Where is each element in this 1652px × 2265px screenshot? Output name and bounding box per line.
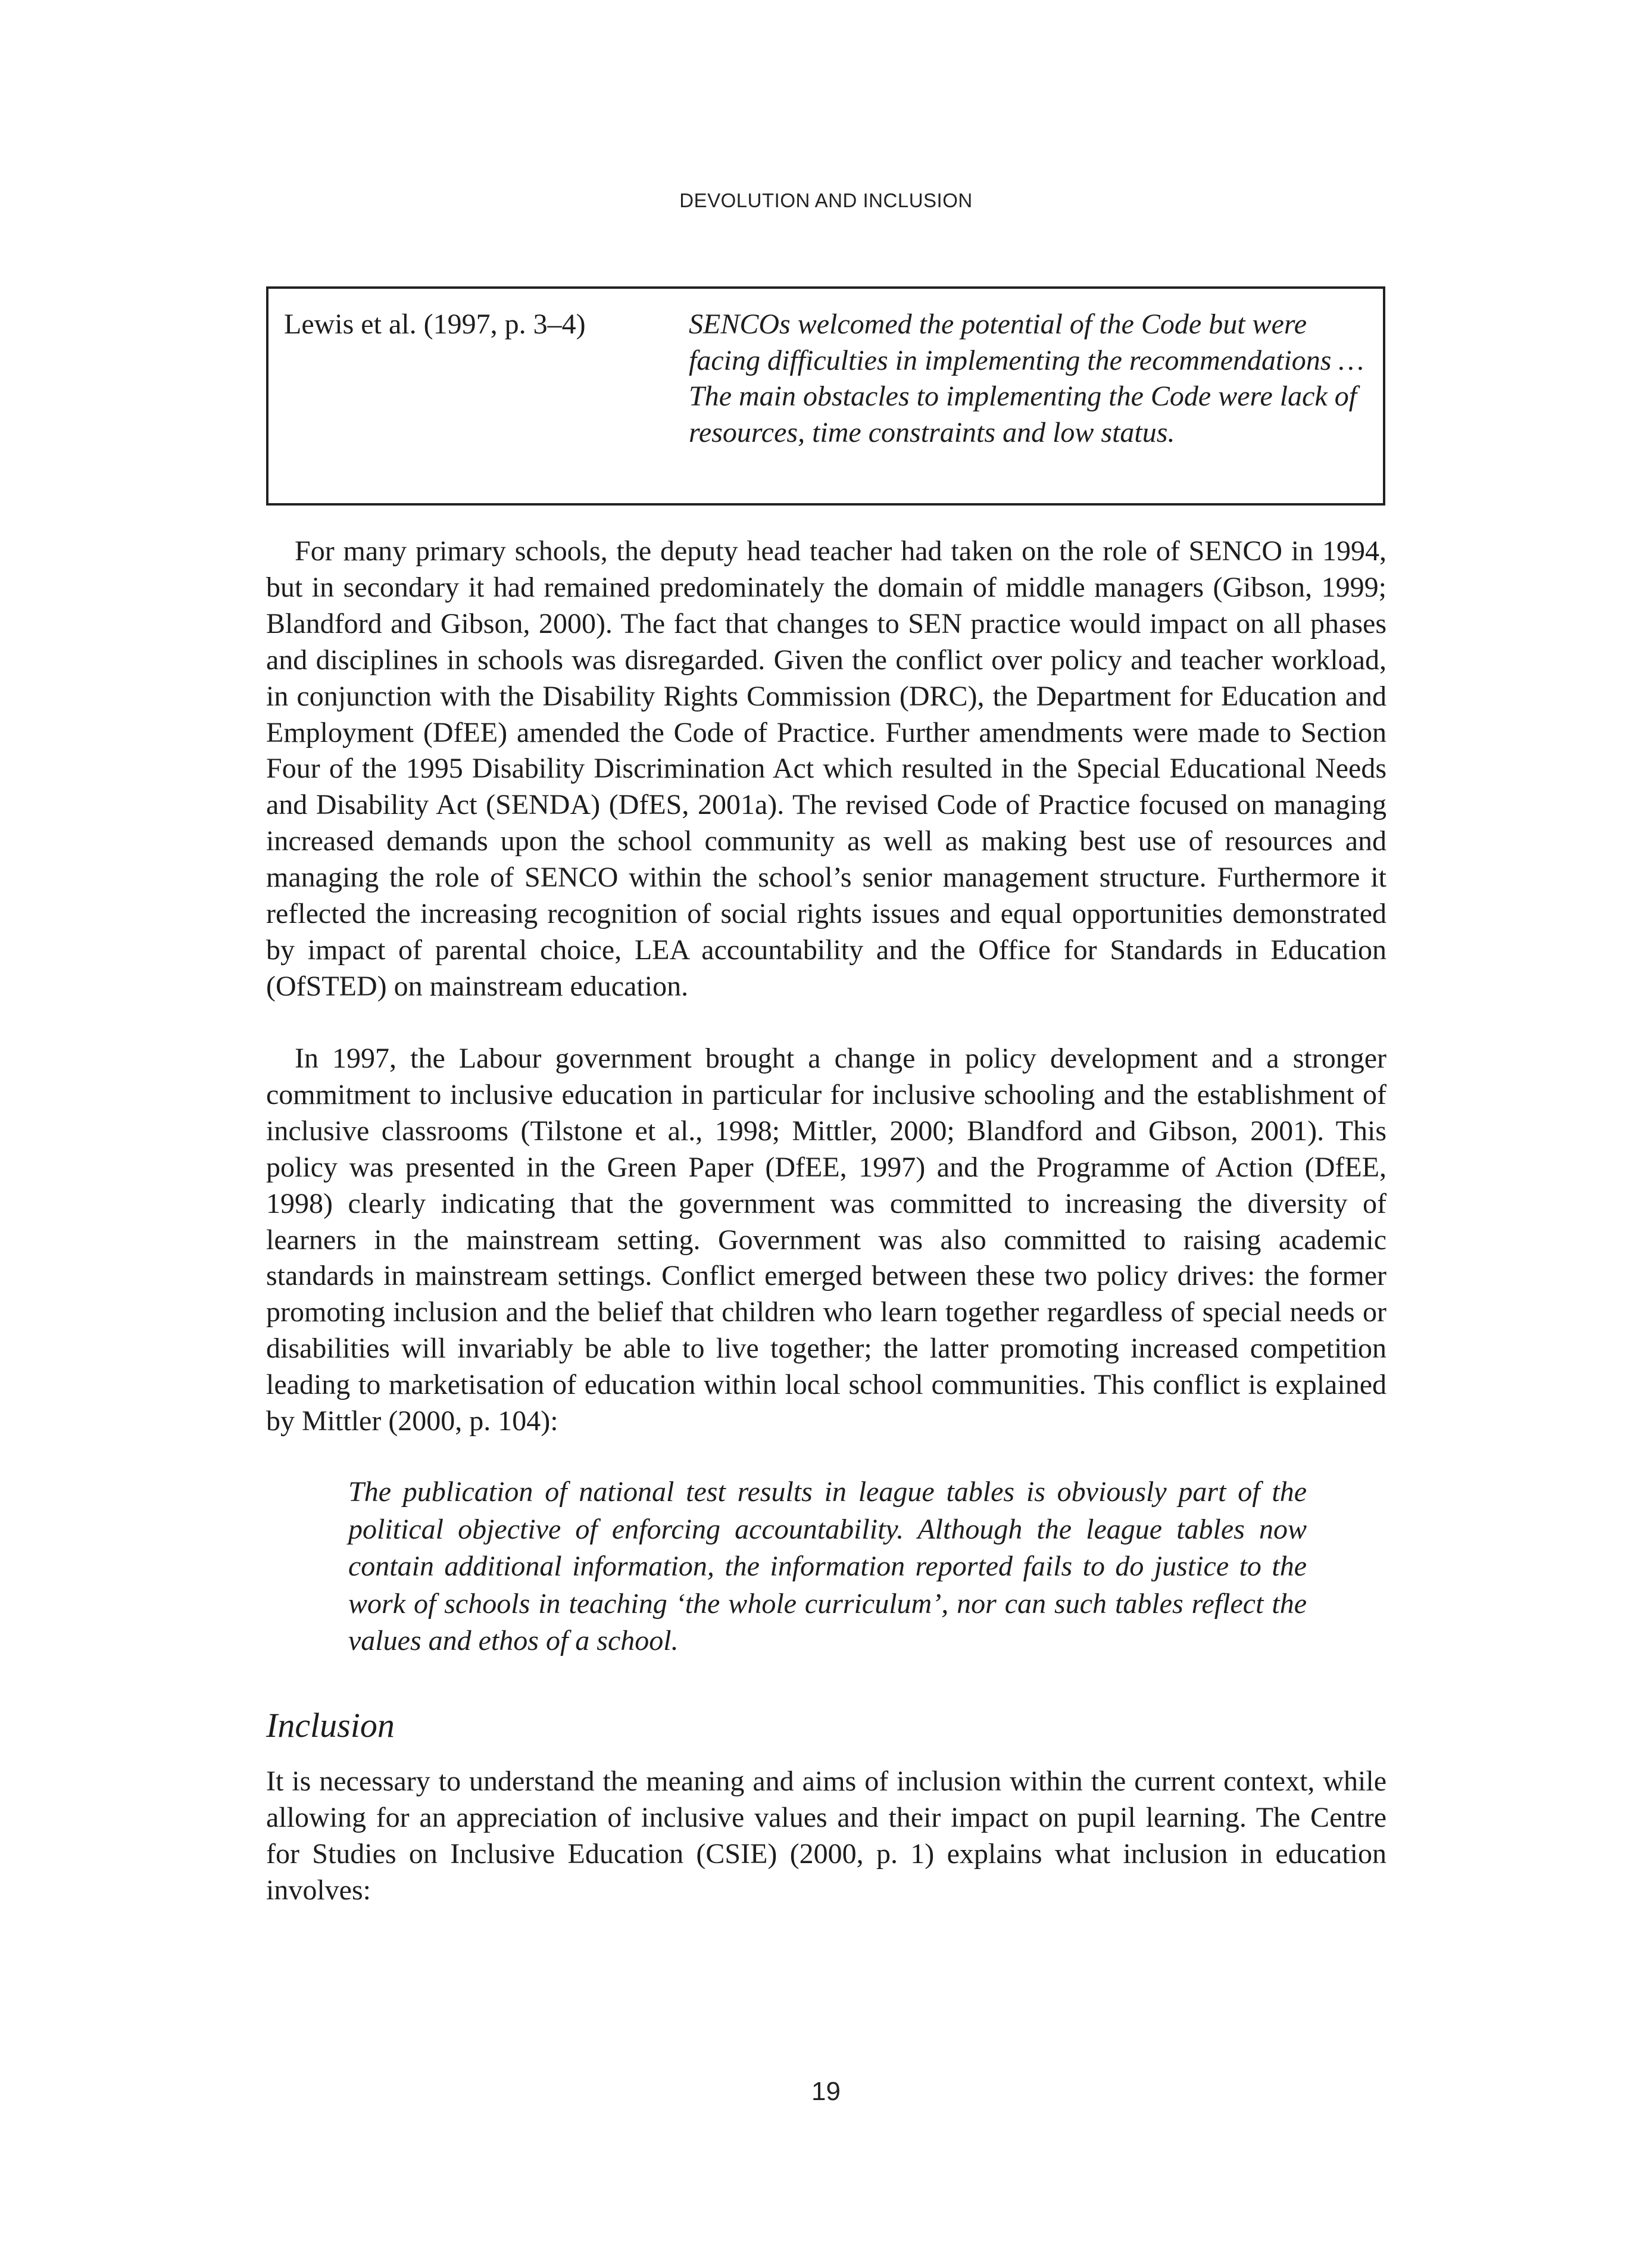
body-paragraph-2-container [266, 1041, 1386, 1440]
page-number: 19 [811, 2077, 841, 2106]
body-paragraph-1-container [266, 534, 1386, 1005]
section-paragraph: It is necessary to understand the meaning and aims of inclusion within the current context, while allowing for an appreciation of inclusive values and their impact on pupil learning. The Centre for Studies on Inclusive Education (CSIE) (2000, p. 1) explains what inclusion in education involves: [266, 1765, 1386, 1906]
body-paragraph: In 1997, the Labour government brought a change in policy development and a stronger commitment to inclusive education in particular for inclusive schooling and the establishment of inclusive classrooms (Tilstone et al., 1998; Mittler, 2000; Blandford and Gibson, 2001). This policy was presented in the Green Paper (DfEE, 1997) and the Programme of Action (DfEE, 1998) clearly indicating that the government was committed to increasing the diversity of learners in the mainstream setting. Government was also committed to raising academic standards in mainstream settings. Conflict emerged between these two policy drives: the former promoting inclusion and the belief that children who learn together regardless of special needs or disabilities will invariably be able to live together; the latter promoting increased competition leading to marketisation of education within local school communities. This conflict is explained by Mittler (2000, p. 104): [266, 1043, 1386, 1437]
section-paragraph-container [266, 1764, 1386, 1909]
running-head: DEVOLUTION AND INCLUSION [679, 189, 973, 211]
quote-table-source: Lewis et al. (1997, p. 3–4) [284, 308, 586, 340]
block-quote: The publication of national test results in league tables is obviously part of the political objective of enforcing accountability. Although the league tables now contain additional information, the information reported fails to do justice to the work of schools in teaching ‘the whole curriculum’, nor can such tables reflect the values and ethos of a school. [348, 1476, 1307, 1656]
body-paragraph: For many primary schools, the deputy head teacher had taken on the role of SENCO in 1994, but in secondary it had remained predominately the domain of middle managers (Gibson, 1999; Blandford and Gibson, 2000). The fact that changes to SEN practice would impact on all phases and disciplines in schools was disregarded. Given the conflict over policy and teacher workload, in conjunction with the Disability Rights Commission (DRC), the Department for Education and Employment (DfEE) amended the Code of Practice. Further amendments were made to Section Four of the 1995 Disability Discrimination Act which resulted in the Special Educational Needs and Disability Act (SENDA) (DfES, 2001a). The revised Code of Practice focused on managing increased demands upon the school community as well as making best use of resources and managing the role of SENCO within the school’s senior management structure. Furthermore it reflected the increasing recognition of social rights issues and equal opportunities demonstrated by impact of parental choice, LEA accountability and the Office for Standards in Education (OfSTED) on mainstream education. [266, 535, 1386, 1002]
quote-table [266, 286, 1385, 506]
section-heading: Inclusion [266, 1706, 395, 1745]
quote-table-quote: SENCOs welcomed the potential of the Code but were facing difficulties in implementing the recommendations … The main obstacles to implementing the Code were lack of resources, time constraints and low status. [689, 308, 1364, 448]
